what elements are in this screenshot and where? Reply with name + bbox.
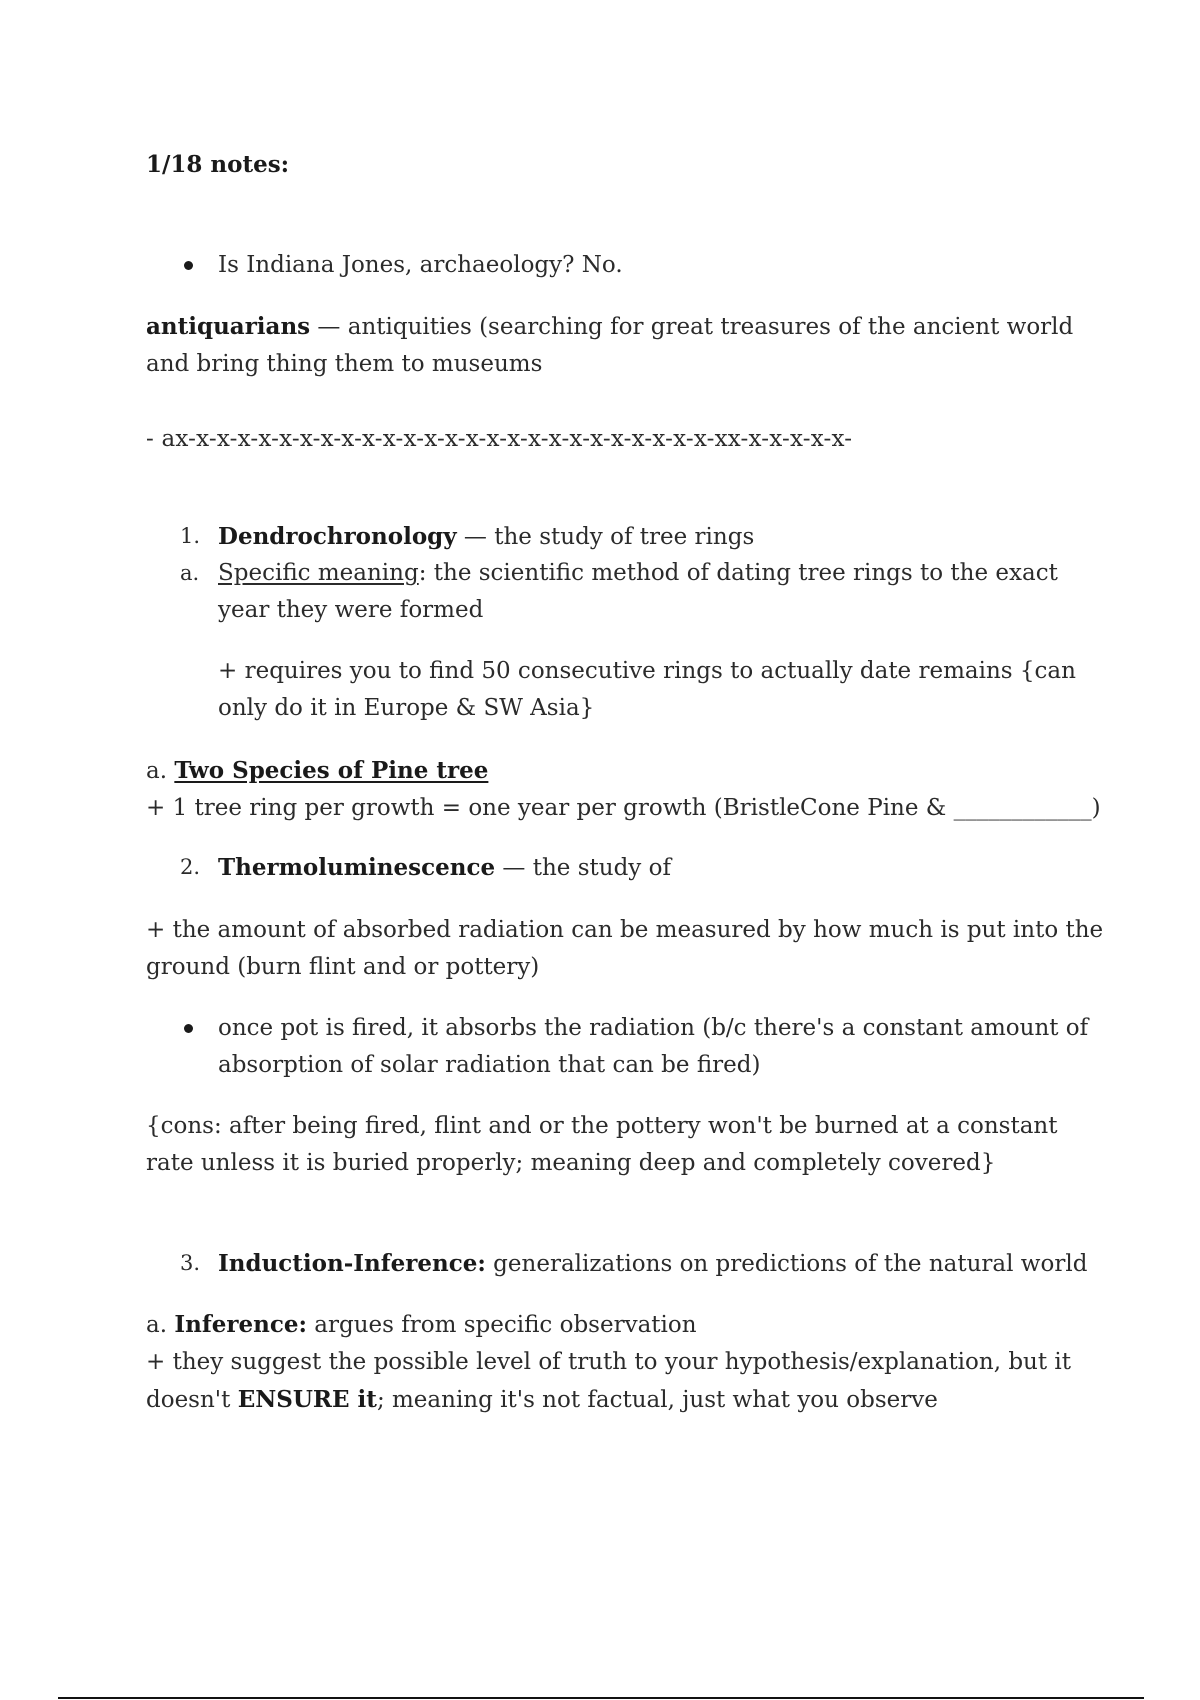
inference-section (146, 1306, 1106, 1419)
list-item-thermoluminescence (218, 849, 1106, 887)
cons-paragraph: {cons: after being fired, flint and or the pottery won't be burned at a constant rate unless it is buried properly; meaning deep and completely covered} (146, 1113, 1058, 1176)
text-divider: - ax-x-x-x-x-x-x-x-x-x-x-x-x-x-x-x-x-x-x-x-x-x-x-x-x-x-xx-x-x-x-x-x- (146, 426, 853, 452)
inference-explanation-part1: + they suggest the possible level of truth to your hypothesis/explanation, but it doesn't (146, 1349, 1072, 1413)
pine-tree-heading: Two Species of Pine tree (174, 757, 489, 784)
list-marker-1a: a. (180, 561, 200, 585)
bullet-dot-icon (184, 1024, 193, 1033)
antiquarians-paragraph (146, 308, 1106, 383)
dendrochronology-term: Dendrochronology (218, 523, 457, 550)
radiation-paragraph: + the amount of absorbed radiation can be measured by how much is put into the ground (burn flint and or pottery) (146, 917, 1104, 980)
induction-inference-definition: generalizations on predictions of the natural world (485, 1251, 1088, 1277)
fifty-rings-note: + requires you to find 50 consecutive rings to actually date remains {can only do it in Europe & SW Asia} (218, 658, 1076, 721)
inference-explanation-part2: ; meaning it's not factual, just what you observe (376, 1387, 938, 1413)
notes-heading (146, 146, 1106, 184)
antiquarians-term: antiquarians (146, 313, 311, 340)
bottom-divider-line (58, 1697, 1144, 1699)
heading-text: 1/18 notes: (146, 151, 290, 178)
inference-term: Inference: (174, 1311, 307, 1338)
list-item-specific-meaning (218, 555, 1106, 629)
antiquarians-definition: — antiquities (searching for great treasures of the ancient world and bring thing them to museums (146, 314, 1074, 377)
list-marker-2: 2. (180, 855, 201, 879)
inference-prefix: a. (146, 1312, 175, 1338)
inference-definition: argues from specific observation (306, 1312, 697, 1338)
thermoluminescence-term: Thermoluminescence (218, 854, 496, 881)
specific-meaning-term: Specific meaning (218, 560, 419, 586)
bullet-item-indiana: Is Indiana Jones, archaeology? No. (218, 252, 623, 278)
pine-tree-section (146, 752, 1106, 827)
thermoluminescence-definition: — the study of (495, 855, 671, 881)
induction-inference-term: Induction-Inference: (218, 1250, 486, 1277)
list-item-induction-inference (218, 1245, 1106, 1283)
bullet-item-pot-fired: once pot is fired, it absorbs the radiation (b/c there's a constant amount of absorption of solar radiation that can be fired) (218, 1015, 1089, 1078)
ensure-it-emphasis: ENSURE it (237, 1386, 377, 1413)
specific-meaning-definition: : the scientific method of dating tree rings to the exact year they were formed (218, 560, 1058, 623)
pine-tree-growth-line: + 1 tree ring per growth = one year per growth (BristleCone Pine & ____________) (146, 795, 1101, 821)
dendrochronology-definition: — the study of tree rings (456, 524, 755, 550)
bullet-dot-icon (184, 261, 193, 270)
list-marker-3: 3. (180, 1251, 201, 1275)
pine-prefix: a. (146, 758, 175, 784)
list-marker-1: 1. (180, 524, 201, 548)
list-item-dendrochronology (218, 518, 1106, 556)
